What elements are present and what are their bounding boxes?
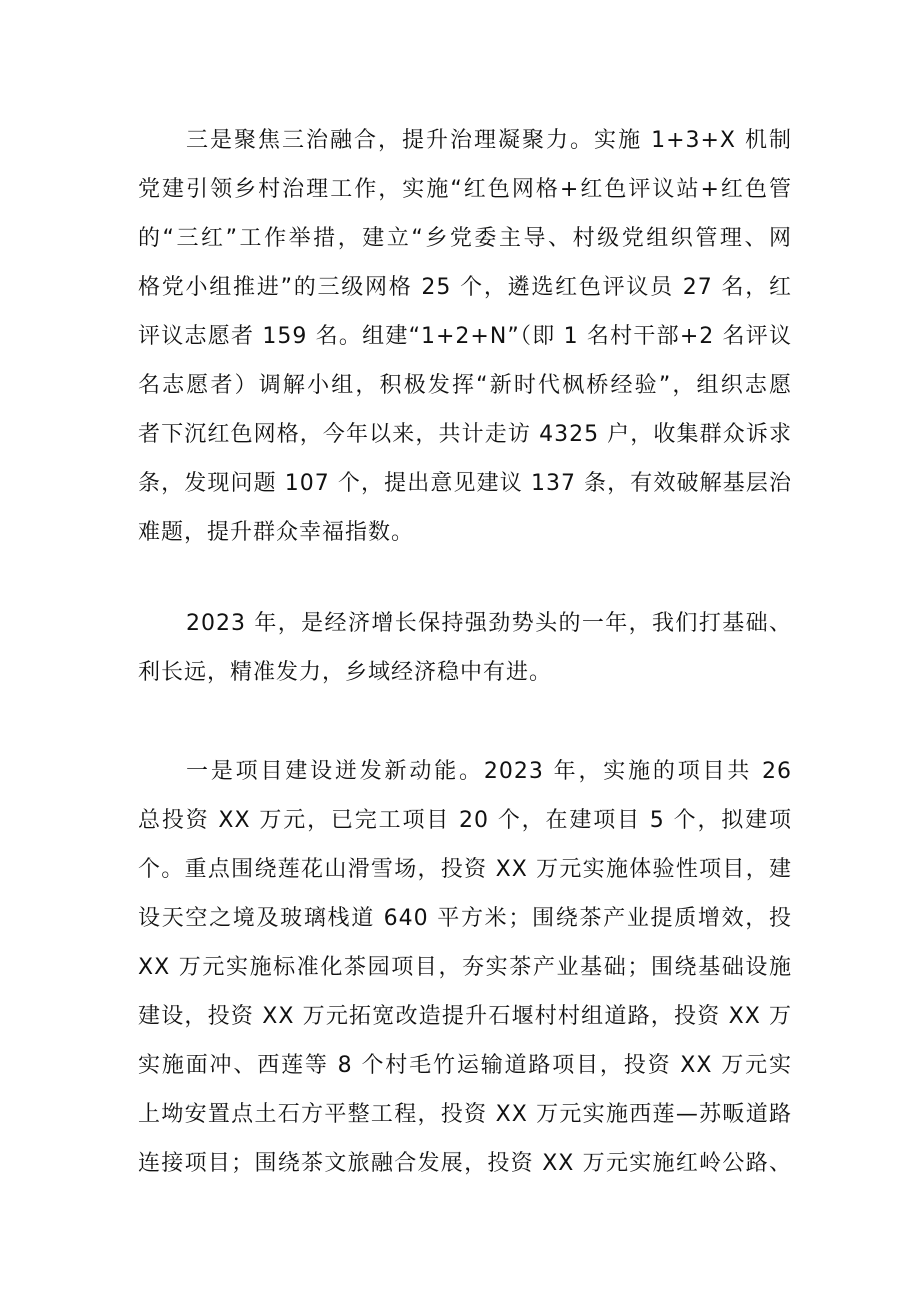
text-line: 三是聚焦三治融合，提升治理凝聚力。实施 1+3+X 机制	[186, 128, 792, 153]
text-line: 设天空之境及玻璃栈道 640 平方米；围绕茶产业提质增效，投	[138, 906, 792, 931]
text-line: 建设，投资 XX 万元拓宽改造提升石堰村村组道路，投资 XX 万	[138, 1004, 792, 1029]
text-line: 难题，提升群众幸福指数。	[138, 520, 415, 545]
text-line: 上坳安置点土石方平整工程，投资 XX 万元实施西莲—苏畈道路	[138, 1102, 792, 1127]
paragraph-governance	[138, 116, 792, 557]
text-line: 总投资 XX 万元，已完工项目 20 个，在建项目 5 个，拟建项	[138, 808, 792, 833]
text-line: 个。重点围绕莲花山滑雪场，投资 XX 万元实施体验性项目，建	[138, 857, 792, 882]
text-line: 一是项目建设迸发新动能。2023 年，实施的项目共 26	[186, 759, 792, 784]
text-line: XX 万元实施标准化茶园项目，夯实茶产业基础；围绕基础设施	[138, 955, 792, 980]
text-line: 条，发现问题 107 个，提出意见建议 137 条，有效破解基层治	[138, 471, 792, 496]
text-line: 实施面冲、西莲等 8 个村毛竹运输道路项目，投资 XX 万元实	[138, 1053, 792, 1078]
text-line: 连接项目；围绕茶文旅融合发展，投资 XX 万元实施红岭公路、	[138, 1151, 792, 1176]
text-line: 名志愿者）调解小组，积极发挥“新时代枫桥经验”，组织志愿	[138, 373, 792, 398]
text-line: 的“三红”工作举措，建立“乡党委主导、村级党组织管理、网	[138, 226, 792, 251]
text-line: 评议志愿者 159 名。组建“1+2+N”（即 1 名村干部+2 名评议	[138, 324, 792, 349]
text-line: 格党小组推进”的三级网格 25 个，遴选红色评议员 27 名，红	[138, 275, 792, 300]
text-line: 利长远，精准发力，乡域经济稳中有进。	[138, 660, 553, 685]
text-line: 2023 年，是经济增长保持强劲势头的一年，我们打基础、	[186, 611, 792, 636]
paragraph-projects	[138, 747, 792, 1188]
paragraph-economy-intro	[138, 599, 792, 697]
text-line: 者下沉红色网格，今年以来，共计走访 4325 户，收集群众诉求	[138, 422, 792, 447]
text-line: 党建引领乡村治理工作，实施“红色网格+红色评议站+红色管	[138, 177, 792, 202]
